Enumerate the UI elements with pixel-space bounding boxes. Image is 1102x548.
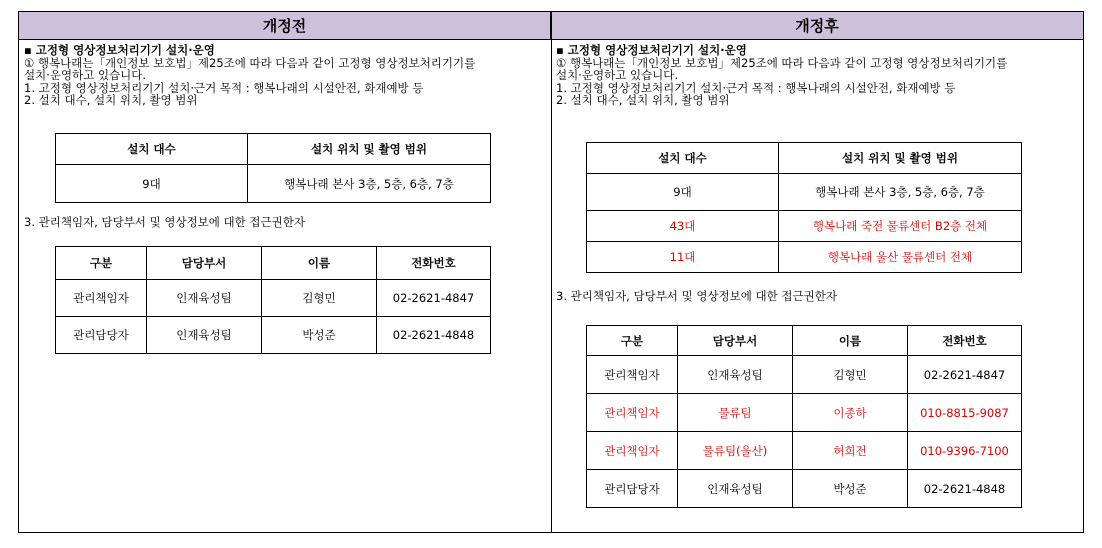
col-header-name: 이름	[793, 326, 908, 356]
cell-type: 관리담당자	[587, 470, 678, 508]
item-1: 1. 고정형 영상정보처리기기 설치·근거 목적 : 행복나래의 시설안전, 화재예방 등	[556, 80, 956, 95]
item-1: 1. 고정형 영상정보처리기기 설치·근거 목적 : 행복나래의 시설안전, 화재예방 등	[24, 80, 424, 95]
manager-table-after	[586, 325, 1022, 508]
intro-line-2: 설치·운영하고 있습니다.	[24, 68, 147, 82]
table-row	[587, 174, 1022, 211]
after-column	[556, 44, 1076, 107]
cell-type: 관리담당자	[56, 317, 147, 354]
table-row	[56, 317, 491, 354]
cell-phone: 02-2621-4848	[377, 317, 491, 354]
cell-location: 행복나래 죽전 물류센터 B2층 전체	[779, 211, 1022, 242]
col-header-location: 설치 위치 및 촬영 범위	[248, 134, 491, 165]
table-row	[587, 394, 1022, 432]
col-header-count: 설치 대수	[587, 143, 779, 174]
before-column	[24, 44, 544, 107]
install-table-after	[586, 142, 1022, 273]
intro-line-1: ① 행복나래는「개인정보 보호법」제25조에 따라 다음과 같이 고정형 영상정보처리기기를	[24, 55, 476, 70]
manager-table-before	[55, 246, 491, 354]
cell-name: 박성준	[793, 470, 908, 508]
col-header-dept: 담당부서	[678, 326, 793, 356]
cell-type: 관리책임자	[56, 280, 147, 317]
intro-line-2: 설치·운영하고 있습니다.	[556, 68, 679, 82]
table-row	[587, 356, 1022, 394]
cell-dept: 인재육성팀	[678, 470, 793, 508]
col-header-phone: 전화번호	[377, 247, 491, 280]
table-row	[56, 280, 491, 317]
cell-dept: 물류팀	[678, 394, 793, 432]
col-header-type: 구분	[587, 326, 678, 356]
cell-name: 김형민	[262, 280, 377, 317]
section-title: ▪ 고정형 영상정보처리기기 설치·운영	[24, 43, 215, 57]
cell-count: 11대	[587, 242, 779, 273]
comparison-document	[18, 11, 1084, 533]
header-before: 개정전	[19, 12, 551, 40]
col-header-name: 이름	[262, 247, 377, 280]
table-row	[56, 165, 491, 203]
intro-line-1: ① 행복나래는「개인정보 보호법」제25조에 따라 다음과 같이 고정형 영상정보처리기기를	[556, 55, 1008, 70]
install-table-before	[55, 133, 491, 203]
cell-phone: 010-8815-9087	[908, 394, 1022, 432]
cell-type: 관리책임자	[587, 432, 678, 470]
header-after: 개정후	[551, 12, 1083, 40]
col-header-location: 설치 위치 및 촬영 범위	[779, 143, 1022, 174]
cell-location: 행복나래 본사 3층, 5층, 6층, 7층	[248, 165, 491, 203]
cell-dept: 인재육성팀	[147, 317, 262, 354]
column-divider	[551, 12, 552, 532]
cell-phone: 02-2621-4848	[908, 470, 1022, 508]
cell-name: 이종하	[793, 394, 908, 432]
table-row	[587, 432, 1022, 470]
cell-type: 관리책임자	[587, 394, 678, 432]
cell-dept: 물류팀(울산)	[678, 432, 793, 470]
cell-type: 관리책임자	[587, 356, 678, 394]
cell-name: 박성준	[262, 317, 377, 354]
cell-phone: 010-9396-7100	[908, 432, 1022, 470]
col-header-count: 설치 대수	[56, 134, 248, 165]
col-header-dept: 담당부서	[147, 247, 262, 280]
col-header-type: 구분	[56, 247, 147, 280]
item-2: 2. 설치 대수, 설치 위치, 촬영 범위	[24, 93, 198, 107]
cell-dept: 인재육성팀	[147, 280, 262, 317]
item-3: 3. 관리책임자, 담당부서 및 영상정보에 대한 접근권한자	[556, 289, 837, 303]
table-row	[587, 211, 1022, 242]
cell-name: 김형민	[793, 356, 908, 394]
cell-dept: 인재육성팀	[678, 356, 793, 394]
table-row	[587, 470, 1022, 508]
col-header-phone: 전화번호	[908, 326, 1022, 356]
cell-phone: 02-2621-4847	[377, 280, 491, 317]
cell-location: 행복나래 울산 물류센터 전체	[779, 242, 1022, 273]
cell-phone: 02-2621-4847	[908, 356, 1022, 394]
table-row	[587, 242, 1022, 273]
cell-count: 9대	[56, 165, 248, 203]
cell-name: 허희전	[793, 432, 908, 470]
cell-count: 9대	[587, 174, 779, 211]
cell-location: 행복나래 본사 3층, 5층, 6층, 7층	[779, 174, 1022, 211]
item-2: 2. 설치 대수, 설치 위치, 촬영 범위	[556, 93, 730, 107]
section-title: ▪ 고정형 영상정보처리기기 설치·운영	[556, 43, 747, 57]
cell-count: 43대	[587, 211, 779, 242]
item-3: 3. 관리책임자, 담당부서 및 영상정보에 대한 접근권한자	[24, 215, 305, 229]
